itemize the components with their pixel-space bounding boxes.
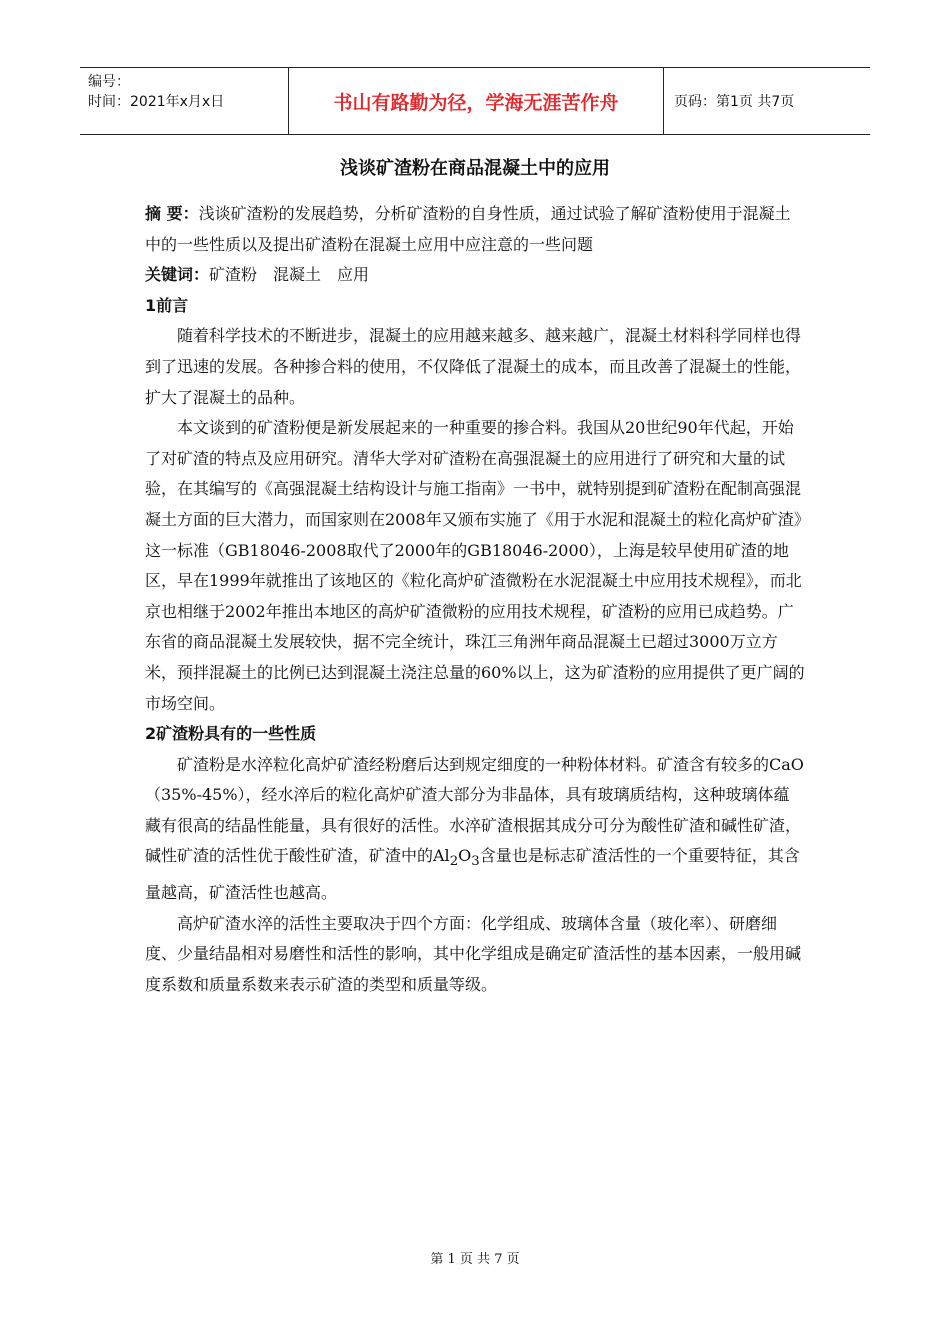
document-number-label: 编号： — [88, 74, 130, 90]
abstract-label: 摘 要： — [145, 204, 199, 223]
document-time-label: 时间：2021年x月x日 — [88, 94, 225, 110]
keyword: 混凝土 — [273, 265, 322, 285]
abstract-text: 浅谈矿渣粉的发展趋势，分析矿渣粉的自身性质，通过试验了解矿渣粉使用于混凝土中的一些性质以及提出矿渣粉在混凝土应用中应注意的一些问题 — [145, 204, 791, 254]
document-body — [145, 150, 805, 1001]
subscript: 3 — [471, 854, 480, 870]
keywords-label: 关键词： — [145, 265, 210, 285]
keywords — [145, 260, 805, 291]
header-page-label: 页码：第1页 共7页 — [674, 94, 795, 110]
paragraph: 高炉矿渣水淬的活性主要取决于四个方面：化学组成、玻璃体含量（玻化率）、研磨细度、少量结晶相对易磨性和活性的影响，其中化学组成是确定矿渣活性的基本因素，一般用碱度系数和质量系数来表示矿渣的类型和质量等级。 — [145, 913, 802, 995]
keyword: 应用 — [337, 265, 370, 285]
paragraph: 本文谈到的矿渣粉便是新发展起来的一种重要的掺合料。我国从20世纪90年代起，开始了对矿渣的特点及应用研究。清华大学对矿渣粉在高强混凝土的应用进行了研究和大量的试验，在其编写的《高强混凝土结构设计与施工指南》一书中，就特别提到矿渣粉在配制高强混凝土方面的巨大潜力，而国家则在2008年又颁布实施了《用于水泥和混凝土的粒化高炉矿渣》这一标准（GB18046-2008取代了2000年的GB18046-2000），上海是较早使用矿渣的地区，早在1999年就推出了该地区的《粒化高炉矿渣微粉在水泥混凝土中应用技术规程》，而北京也相继于2002年推出本地区的高炉矿渣微粉的应用技术规程，矿渣粉的应用已成趋势。广东省的商品混凝土发展较快，据不完全统计，珠江三角洲年商品混凝土已超过3000万立方米，预拌混凝土的比例已达到混凝土浇注总量的60%以上，这为矿渣粉的应用提供了更广阔的市场空间。 — [145, 418, 805, 713]
paragraph — [145, 750, 805, 909]
page-footer: 第 1 页 共 7 页 — [430, 1252, 520, 1267]
section-heading: 1前言 — [145, 295, 189, 315]
section-heading: 2矿渣粉具有的一些性质 — [145, 724, 317, 744]
paragraph: 随着科学技术的不断进步，混凝土的应用越来越多、越来越广，混凝土材料科学同样也得到了迅速的发展。各种掺合料的使用，不仅降低了混凝土的成本，而且改善了混凝土的性能，扩大了混凝土的品种。 — [145, 326, 802, 407]
document-title: 浅谈矿渣粉在商品混凝土中的应用 — [340, 158, 610, 179]
abstract — [145, 199, 805, 260]
page-header-table — [80, 67, 870, 135]
header-meta — [80, 68, 288, 134]
paragraph-text: O — [458, 846, 472, 866]
paragraph-text: 矿渣粉是水淬粒化高炉矿渣经粉磨后达到规定细度的一种粉体材料。矿渣含有较多的CaO（35%-45%），经水淬后的粒化高炉矿渣大部分为非晶体，具有玻璃质结构，这种玻璃体蕴藏有很高的结晶性能量，具有很好的活性。水淬矿渣根据其成分可分为酸性矿渣和碱性矿渣，碱性矿渣的活性优于酸性矿渣，矿渣中的Al — [145, 754, 804, 866]
keyword: 矿渣粉 — [209, 265, 258, 285]
paragraph-text: 含量也是标志矿渣活性的一个重要特征，其含量越高，矿渣活性也越高。 — [145, 846, 800, 903]
subscript: 2 — [449, 854, 459, 870]
header-motto: 书山有路勤为径，学海无涯苦作舟 — [288, 68, 664, 134]
